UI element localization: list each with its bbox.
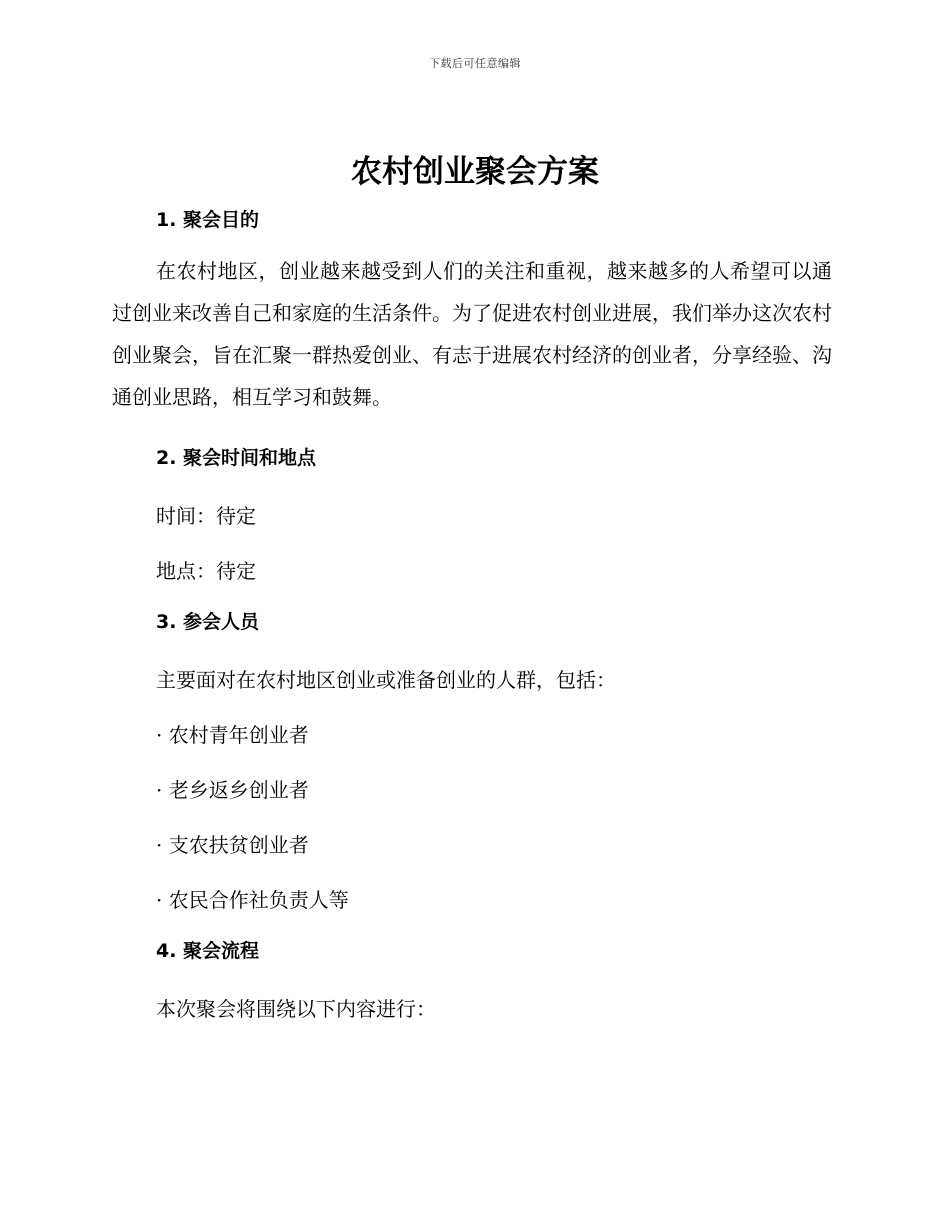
- process-intro: 本次聚会将围绕以下内容进行：: [156, 997, 436, 1021]
- list-item: · 老乡返乡创业者: [156, 778, 309, 802]
- list-item: · 农民合作社负责人等: [156, 888, 349, 912]
- section-heading-attendees: 3. 参会人员: [156, 611, 260, 633]
- section-heading-purpose: 1. 聚会目的: [156, 209, 260, 231]
- section-heading-process: 4. 聚会流程: [156, 940, 260, 962]
- list-item: · 农村青年创业者: [156, 723, 309, 747]
- section-heading-time-place: 2. 聚会时间和地点: [156, 447, 317, 469]
- document-title: 农村创业聚会方案: [351, 154, 599, 190]
- document-body: [112, 196, 832, 1036]
- header-note: 下载后可任意编辑: [429, 57, 521, 70]
- place-line: 地点：待定: [156, 559, 256, 583]
- section-paragraph-purpose: 在农村地区，创业越来越受到人们的关注和重视，越来越多的人希望可以通过创业来改善自己和家庭的生活条件。为了促进农村创业进展，我们举办这次农村创业聚会，旨在汇聚一群热爱创业、有志于进展农村经济的创业者，分享经验、沟通创业思路，相互学习和鼓舞。: [112, 259, 832, 409]
- time-line: 时间：待定: [156, 504, 256, 528]
- attendees-intro: 主要面对在农村地区创业或准备创业的人群，包括：: [156, 668, 616, 692]
- list-item: · 支农扶贫创业者: [156, 833, 309, 857]
